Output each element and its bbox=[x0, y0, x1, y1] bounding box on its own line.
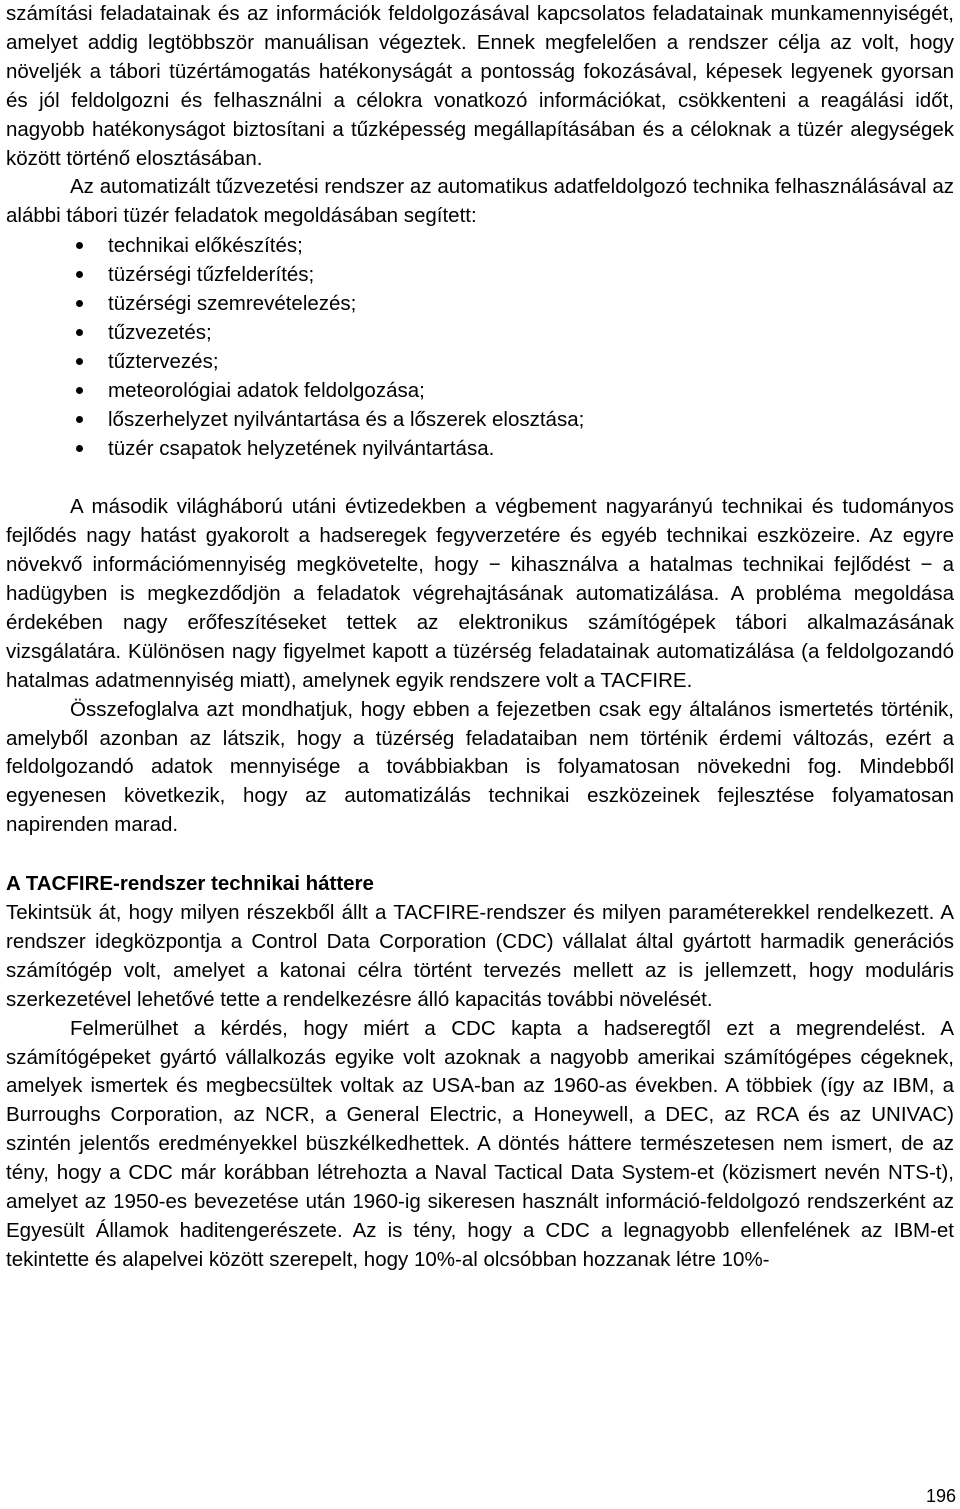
spacer bbox=[6, 463, 954, 493]
page-number: 196 bbox=[925, 1486, 956, 1506]
list-item: meteorológiai adatok feldolgozása; bbox=[6, 376, 954, 405]
bullet-icon bbox=[76, 358, 83, 365]
bullet-icon bbox=[76, 271, 83, 278]
bullet-icon bbox=[76, 387, 83, 394]
list-item: tüzérségi szemrevételezés; bbox=[6, 289, 954, 318]
list-item: technikai előkészítés; bbox=[6, 231, 954, 260]
list-item: tűzvezetés; bbox=[6, 318, 954, 347]
bullet-icon bbox=[76, 242, 83, 249]
document-page bbox=[6, 0, 954, 1275]
paragraph-intro-continued: számítási feladatainak és az információk feldolgozásával kapcsolatos feladatainak munkamennyiségét, amelyet addig legtöbbször manuálisan végeztek. Ennek megfelelően a rendszer célja az volt, hogy növeljék a tábori tüzértámogatás hatékonyságát a pontosság fokozásával, képesek legyenek gyorsan és jól feldolgozni és felhasználni a célokra vonatkozó információkat, csökkenteni a reagálási időt, nagyobb hatékonyságot biztosítani a tűzképesség megállapításában és a céloknak a tüzér alegységek között történő elosztásában. bbox=[6, 2, 954, 170]
bullet-icon bbox=[76, 416, 83, 423]
paragraph-postwar-development: A második világháború utáni évtizedekben a végbement nagyarányú technikai és tudományos fejlődés nagy hatást gyakorolt a hadseregek fegyverzetére és egyéb technikai eszközeire. Az egyre növekvő információmennyiség megkövetelte, hogy − kihasználva a hatalmas technikai fejlődést − a hadügyben is megkezdődjön a feladatok végrehajtásának automatizálása. A probléma megoldása érdekében nagy erőfeszítéseket tettek az elektronikus számítógépek tábori alkalmazásának vizsgálatára. Különösen nagy figyelmet kapott a tüzérség feladatainak automatizálása (a feldolgozandó hatalmas adatmennyiség miatt), amelynek egyik rendszere volt a TACFIRE. bbox=[6, 495, 954, 692]
paragraph-summary: Összefoglalva azt mondhatjuk, hogy ebben a fejezetben csak egy általános ismertetés történik, amelyből azonban az látszik, hogy a tüzérség feladataiban nem történik érdemi változás, ezért a feldolgozandó adatok mennyisége a továbbiakban is folyamatosan növekedni fog. Mindebből egyenesen következik, hogy az automatizálás technikai eszközeinek fejlesztése folyamatosan napirenden marad. bbox=[6, 697, 954, 837]
list-item: tüzér csapatok helyzetének nyilvántartása. bbox=[6, 434, 954, 463]
paragraph-automated-system: Az automatizált tűzvezetési rendszer az automatikus adatfeldolgozó technika felhasználásával az alábbi tábori tüzér feladatok megoldásában segített: bbox=[6, 175, 954, 228]
paragraph-cdc-question: Felmerülhet a kérdés, hogy miért a CDC kapta a hadseregtől ezt a megrendelést. A számítógépeket gyártó vállalkozás egyike volt azoknak a nagyobb amerikai számítógépes cégeknek, amelyek ismertek és megbecsültek voltak az USA-ban az 1960-as években. A többiek (így az IBM, a Burroughs Corporation, az NCR, a General Electric, a Honeywell, a DEC, az RCA és az UNIVAC) szintén jelentős eredményekkel büszkélkedhettek. A döntés háttere természetesen nem ismert, de az tény, hogy a CDC már korábban létrehozta a Naval Tactical Data System-et (közismert nevén NTS-t), amelyet az 1950-es bevezetése után 1960-ig sikeresen használt információ-feldolgozó rendszerként az Egyesült Államok haditengerészete. Az is tény, hogy a CDC a legnagyobb ellenfelének az IBM-et tekintette és alapelvei között szerepelt, hogy 10%-al olcsóbban hozzanak létre 10%- bbox=[6, 1016, 954, 1271]
list-item: tűztervezés; bbox=[6, 347, 954, 376]
bullet-icon bbox=[76, 445, 83, 452]
spacer bbox=[6, 840, 954, 870]
task-list bbox=[6, 231, 954, 463]
list-item: tüzérségi tűzfelderítés; bbox=[6, 260, 954, 289]
bullet-icon bbox=[76, 300, 83, 307]
bullet-icon bbox=[76, 329, 83, 336]
paragraph-tacfire-parts: Tekintsük át, hogy milyen részekből állt a TACFIRE-rendszer és milyen paraméterekkel rendelkezett. A rendszer idegközpontja a Control Data Corporation (CDC) vállalat által gyártott harmadik generációs számítógép volt, amelyet a katonai célra történt tervezés mellett az is jellemzett, hogy moduláris szerkezetével lehetővé tette a rendelkezésre álló kapacitás további növelését. bbox=[6, 901, 954, 1011]
list-item: lőszerhelyzet nyilvántartása és a lőszerek elosztása; bbox=[6, 405, 954, 434]
section-heading: A TACFIRE-rendszer technikai háttere bbox=[6, 872, 374, 896]
